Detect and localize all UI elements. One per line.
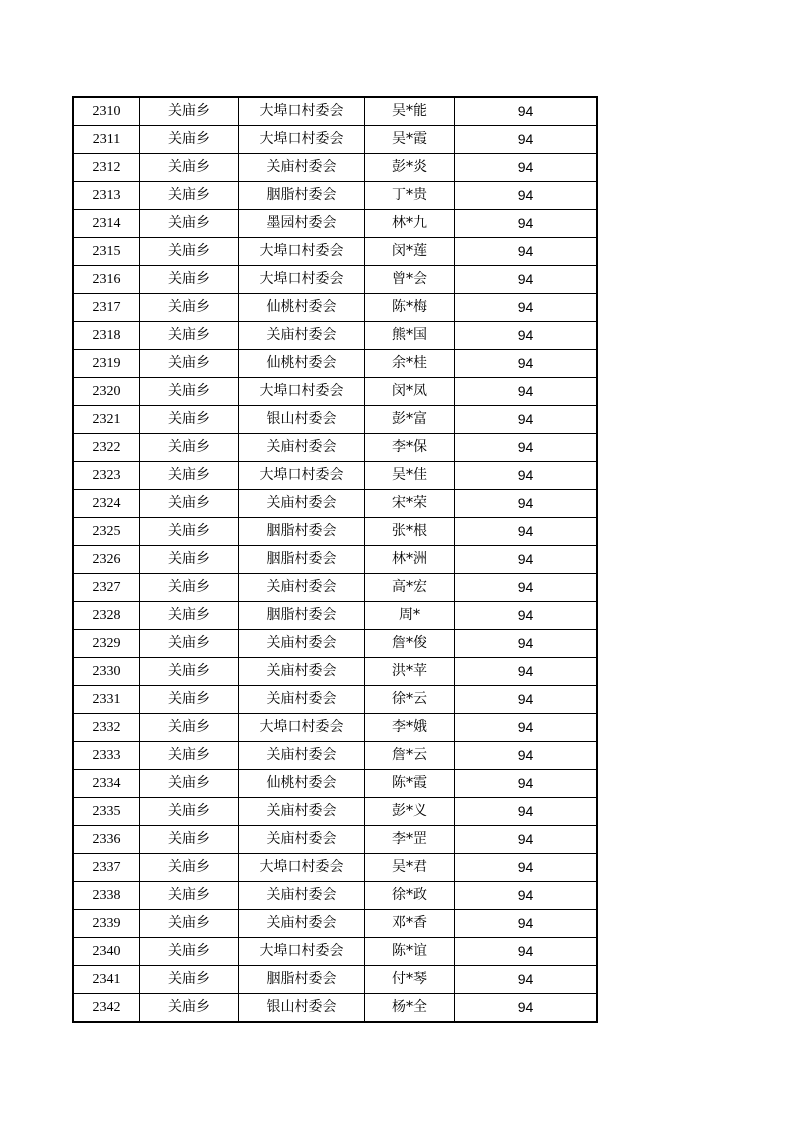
row-number-cell: 2325	[73, 518, 140, 546]
town-cell: 关庙乡	[140, 350, 239, 378]
town-cell: 关庙乡	[140, 854, 239, 882]
town-cell: 关庙乡	[140, 798, 239, 826]
score-cell: 94	[455, 266, 598, 294]
table-row	[73, 686, 597, 714]
score-cell: 94	[455, 350, 598, 378]
table-row	[73, 97, 597, 126]
person-name-cell: 邓*香	[365, 910, 455, 938]
score-cell: 94	[455, 322, 598, 350]
score-cell: 94	[455, 882, 598, 910]
person-name-cell: 余*桂	[365, 350, 455, 378]
town-cell: 关庙乡	[140, 406, 239, 434]
village-committee-cell: 胭脂村委会	[239, 602, 365, 630]
row-number-cell: 2319	[73, 350, 140, 378]
score-cell: 94	[455, 406, 598, 434]
table-row	[73, 742, 597, 770]
row-number-cell: 2320	[73, 378, 140, 406]
row-number-cell: 2341	[73, 966, 140, 994]
town-cell: 关庙乡	[140, 826, 239, 854]
person-name-cell: 杨*全	[365, 994, 455, 1023]
person-name-cell: 吴*能	[365, 97, 455, 126]
row-number-cell: 2314	[73, 210, 140, 238]
table-row	[73, 602, 597, 630]
person-name-cell: 陈*霞	[365, 770, 455, 798]
row-number-cell: 2328	[73, 602, 140, 630]
table-row	[73, 266, 597, 294]
town-cell: 关庙乡	[140, 126, 239, 154]
score-cell: 94	[455, 630, 598, 658]
village-committee-cell: 关庙村委会	[239, 574, 365, 602]
score-cell: 94	[455, 966, 598, 994]
village-committee-cell: 大埠口村委会	[239, 378, 365, 406]
score-cell: 94	[455, 910, 598, 938]
village-committee-cell: 关庙村委会	[239, 882, 365, 910]
row-number-cell: 2311	[73, 126, 140, 154]
person-name-cell: 宋*荣	[365, 490, 455, 518]
person-name-cell: 闵*莲	[365, 238, 455, 266]
table-row	[73, 546, 597, 574]
village-committee-cell: 大埠口村委会	[239, 97, 365, 126]
table-row	[73, 882, 597, 910]
town-cell: 关庙乡	[140, 434, 239, 462]
score-cell: 94	[455, 742, 598, 770]
town-cell: 关庙乡	[140, 910, 239, 938]
town-cell: 关庙乡	[140, 294, 239, 322]
records-table	[72, 96, 598, 1023]
score-cell: 94	[455, 434, 598, 462]
town-cell: 关庙乡	[140, 154, 239, 182]
score-cell: 94	[455, 490, 598, 518]
village-committee-cell: 关庙村委会	[239, 910, 365, 938]
score-cell: 94	[455, 826, 598, 854]
document-page	[72, 96, 598, 1023]
village-committee-cell: 关庙村委会	[239, 742, 365, 770]
person-name-cell: 丁*贵	[365, 182, 455, 210]
town-cell: 关庙乡	[140, 182, 239, 210]
row-number-cell: 2326	[73, 546, 140, 574]
person-name-cell: 李*保	[365, 434, 455, 462]
village-committee-cell: 关庙村委会	[239, 630, 365, 658]
village-committee-cell: 仙桃村委会	[239, 294, 365, 322]
table-row	[73, 938, 597, 966]
table-row	[73, 770, 597, 798]
score-cell: 94	[455, 714, 598, 742]
row-number-cell: 2330	[73, 658, 140, 686]
village-committee-cell: 关庙村委会	[239, 434, 365, 462]
town-cell: 关庙乡	[140, 966, 239, 994]
score-cell: 94	[455, 238, 598, 266]
table-row	[73, 630, 597, 658]
table-row	[73, 490, 597, 518]
row-number-cell: 2324	[73, 490, 140, 518]
score-cell: 94	[455, 798, 598, 826]
table-row	[73, 322, 597, 350]
score-cell: 94	[455, 546, 598, 574]
person-name-cell: 吴*霞	[365, 126, 455, 154]
row-number-cell: 2340	[73, 938, 140, 966]
score-cell: 94	[455, 294, 598, 322]
row-number-cell: 2339	[73, 910, 140, 938]
score-cell: 94	[455, 938, 598, 966]
score-cell: 94	[455, 378, 598, 406]
table-row	[73, 182, 597, 210]
row-number-cell: 2310	[73, 97, 140, 126]
table-row	[73, 798, 597, 826]
town-cell: 关庙乡	[140, 97, 239, 126]
score-cell: 94	[455, 658, 598, 686]
village-committee-cell: 关庙村委会	[239, 826, 365, 854]
records-table-body	[73, 97, 597, 1022]
row-number-cell: 2321	[73, 406, 140, 434]
village-committee-cell: 关庙村委会	[239, 490, 365, 518]
person-name-cell: 陈*梅	[365, 294, 455, 322]
town-cell: 关庙乡	[140, 322, 239, 350]
table-row	[73, 994, 597, 1023]
score-cell: 94	[455, 770, 598, 798]
table-row	[73, 826, 597, 854]
row-number-cell: 2323	[73, 462, 140, 490]
score-cell: 94	[455, 97, 598, 126]
town-cell: 关庙乡	[140, 882, 239, 910]
table-row	[73, 154, 597, 182]
village-committee-cell: 大埠口村委会	[239, 462, 365, 490]
table-row	[73, 658, 597, 686]
table-row	[73, 294, 597, 322]
person-name-cell: 付*琴	[365, 966, 455, 994]
person-name-cell: 李*娥	[365, 714, 455, 742]
row-number-cell: 2337	[73, 854, 140, 882]
town-cell: 关庙乡	[140, 658, 239, 686]
score-cell: 94	[455, 686, 598, 714]
person-name-cell: 彭*富	[365, 406, 455, 434]
village-committee-cell: 大埠口村委会	[239, 126, 365, 154]
town-cell: 关庙乡	[140, 602, 239, 630]
row-number-cell: 2336	[73, 826, 140, 854]
person-name-cell: 熊*国	[365, 322, 455, 350]
table-row	[73, 854, 597, 882]
row-number-cell: 2322	[73, 434, 140, 462]
table-row	[73, 350, 597, 378]
person-name-cell: 周*	[365, 602, 455, 630]
person-name-cell: 吴*君	[365, 854, 455, 882]
village-committee-cell: 银山村委会	[239, 994, 365, 1023]
village-committee-cell: 关庙村委会	[239, 798, 365, 826]
row-number-cell: 2315	[73, 238, 140, 266]
row-number-cell: 2327	[73, 574, 140, 602]
person-name-cell: 詹*云	[365, 742, 455, 770]
person-name-cell: 彭*义	[365, 798, 455, 826]
person-name-cell: 闵*凤	[365, 378, 455, 406]
town-cell: 关庙乡	[140, 574, 239, 602]
score-cell: 94	[455, 602, 598, 630]
town-cell: 关庙乡	[140, 518, 239, 546]
village-committee-cell: 关庙村委会	[239, 658, 365, 686]
row-number-cell: 2331	[73, 686, 140, 714]
table-row	[73, 126, 597, 154]
person-name-cell: 林*洲	[365, 546, 455, 574]
village-committee-cell: 仙桃村委会	[239, 350, 365, 378]
row-number-cell: 2333	[73, 742, 140, 770]
town-cell: 关庙乡	[140, 630, 239, 658]
town-cell: 关庙乡	[140, 742, 239, 770]
person-name-cell: 徐*政	[365, 882, 455, 910]
village-committee-cell: 大埠口村委会	[239, 938, 365, 966]
village-committee-cell: 大埠口村委会	[239, 266, 365, 294]
row-number-cell: 2329	[73, 630, 140, 658]
person-name-cell: 高*宏	[365, 574, 455, 602]
person-name-cell: 林*九	[365, 210, 455, 238]
town-cell: 关庙乡	[140, 686, 239, 714]
score-cell: 94	[455, 518, 598, 546]
score-cell: 94	[455, 154, 598, 182]
table-row	[73, 406, 597, 434]
village-committee-cell: 关庙村委会	[239, 322, 365, 350]
row-number-cell: 2332	[73, 714, 140, 742]
village-committee-cell: 大埠口村委会	[239, 714, 365, 742]
table-row	[73, 434, 597, 462]
score-cell: 94	[455, 210, 598, 238]
person-name-cell: 洪*苹	[365, 658, 455, 686]
person-name-cell: 徐*云	[365, 686, 455, 714]
village-committee-cell: 胭脂村委会	[239, 546, 365, 574]
person-name-cell: 陈*谊	[365, 938, 455, 966]
town-cell: 关庙乡	[140, 462, 239, 490]
village-committee-cell: 胭脂村委会	[239, 518, 365, 546]
table-row	[73, 238, 597, 266]
town-cell: 关庙乡	[140, 546, 239, 574]
table-row	[73, 714, 597, 742]
score-cell: 94	[455, 994, 598, 1023]
table-row	[73, 462, 597, 490]
village-committee-cell: 胭脂村委会	[239, 182, 365, 210]
town-cell: 关庙乡	[140, 994, 239, 1023]
row-number-cell: 2316	[73, 266, 140, 294]
row-number-cell: 2342	[73, 994, 140, 1023]
score-cell: 94	[455, 854, 598, 882]
town-cell: 关庙乡	[140, 210, 239, 238]
person-name-cell: 李*罡	[365, 826, 455, 854]
row-number-cell: 2338	[73, 882, 140, 910]
town-cell: 关庙乡	[140, 714, 239, 742]
town-cell: 关庙乡	[140, 238, 239, 266]
table-row	[73, 574, 597, 602]
town-cell: 关庙乡	[140, 266, 239, 294]
village-committee-cell: 大埠口村委会	[239, 238, 365, 266]
score-cell: 94	[455, 462, 598, 490]
town-cell: 关庙乡	[140, 490, 239, 518]
village-committee-cell: 关庙村委会	[239, 154, 365, 182]
person-name-cell: 曾*会	[365, 266, 455, 294]
table-row	[73, 210, 597, 238]
table-row	[73, 378, 597, 406]
village-committee-cell: 墨园村委会	[239, 210, 365, 238]
person-name-cell: 张*根	[365, 518, 455, 546]
row-number-cell: 2312	[73, 154, 140, 182]
town-cell: 关庙乡	[140, 938, 239, 966]
score-cell: 94	[455, 574, 598, 602]
row-number-cell: 2313	[73, 182, 140, 210]
town-cell: 关庙乡	[140, 770, 239, 798]
village-committee-cell: 关庙村委会	[239, 686, 365, 714]
village-committee-cell: 大埠口村委会	[239, 854, 365, 882]
village-committee-cell: 胭脂村委会	[239, 966, 365, 994]
table-row	[73, 518, 597, 546]
score-cell: 94	[455, 182, 598, 210]
row-number-cell: 2334	[73, 770, 140, 798]
score-cell: 94	[455, 126, 598, 154]
row-number-cell: 2335	[73, 798, 140, 826]
person-name-cell: 吴*佳	[365, 462, 455, 490]
town-cell: 关庙乡	[140, 378, 239, 406]
row-number-cell: 2318	[73, 322, 140, 350]
table-row	[73, 966, 597, 994]
person-name-cell: 詹*俊	[365, 630, 455, 658]
person-name-cell: 彭*炎	[365, 154, 455, 182]
table-row	[73, 910, 597, 938]
village-committee-cell: 银山村委会	[239, 406, 365, 434]
row-number-cell: 2317	[73, 294, 140, 322]
village-committee-cell: 仙桃村委会	[239, 770, 365, 798]
